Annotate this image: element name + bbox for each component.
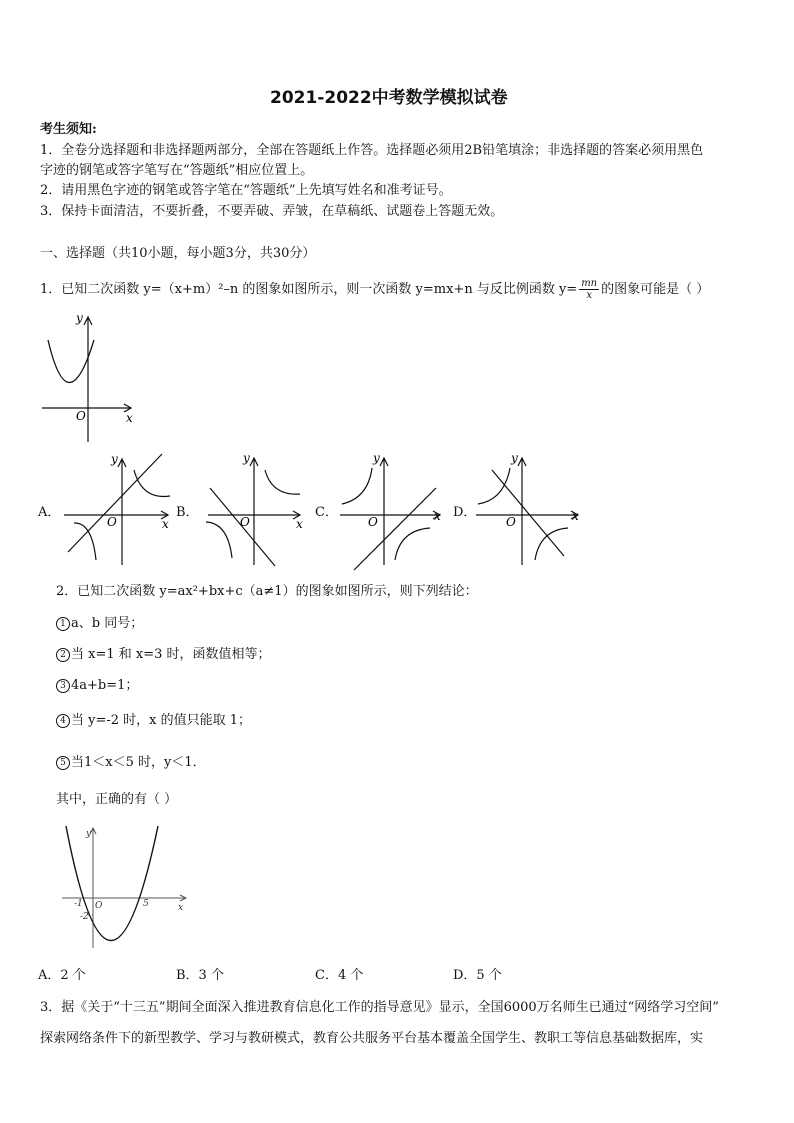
q2-c5-marker: 5 — [56, 756, 70, 770]
q1-option-a[interactable]: A． — [38, 505, 61, 520]
q2-stem: 2．已知二次函数 y=ax²+bx+c（a≠1）的图象如图所示，则下列结论： — [56, 584, 478, 599]
q2-option-a[interactable]: A．2 个 — [38, 968, 86, 983]
q2-tick-neg1: -1 — [74, 899, 83, 909]
q2-option-d[interactable]: D．5 个 — [453, 968, 502, 983]
q1-frac-den: x — [586, 290, 592, 301]
notice-line-1b: 字迹的钢笔或答字笔写在“答题纸”相应位置上。 — [40, 163, 314, 178]
q2-c3-marker: 3 — [56, 679, 70, 693]
page-title: 2021-2022中考数学模拟试卷 — [270, 88, 508, 108]
q1-option-c[interactable]: C． — [315, 505, 338, 520]
q1-text-before: 1．已知二次函数 y=（x+m）²–n 的图象如图所示，则一次函数 y=mx+n 与反比例函数 y= — [40, 282, 578, 297]
notice-line-1a: 1．全卷分选择题和非选择题两部分，全部在答题纸上作答。选择题必须用2B铅笔填涂；非选择题的答案必须用黑色 — [40, 143, 704, 158]
q2-option-b[interactable]: B．3 个 — [176, 968, 224, 983]
notice-line-3: 3．保持卡面清洁，不要折叠，不要弄破、弄皱，在草稿纸、试题卷上答题无效。 — [40, 204, 504, 219]
q2-c2-text: 当 x=1 和 x=3 时，函数值相等； — [71, 647, 271, 662]
option-a-o: O — [107, 515, 117, 529]
q1-main-x-label: x — [126, 411, 133, 425]
q2-c1-marker: 1 — [56, 617, 70, 631]
q1-main-origin: O — [76, 409, 86, 423]
q2-c5-text: 当1＜x＜5 时，y＜1． — [71, 755, 206, 770]
notice-heading: 考生须知: — [40, 122, 97, 137]
option-a-x: x — [162, 517, 169, 531]
notice-line-2: 2．请用黑色字迹的钢笔或答字笔在“答题纸”上先填写姓名和准考证号。 — [40, 183, 452, 198]
q1-option-d[interactable]: D． — [453, 505, 477, 520]
q2-parabola — [66, 826, 158, 941]
q2-origin: O — [95, 901, 103, 911]
q1-text-after: 的图象可能是（ ） — [601, 282, 710, 297]
section-heading: 一、选择题（共10小题，每小题3分，共30分） — [40, 246, 316, 261]
q3-line-1: 3．据《关于“十三五”期间全面深入推进教育信息化工作的指导意见》显示，全国6000万名师生已通过“网络学习空间” — [40, 1000, 719, 1015]
q2-question: 其中，正确的有（ ） — [56, 792, 178, 807]
option-c-y: y — [373, 451, 380, 465]
q1-frac-num: mn — [581, 278, 598, 289]
q2-c4-text: 当 y=-2 时，x 的值只能取 1； — [71, 713, 252, 728]
q2-tick-5: 5 — [143, 899, 149, 909]
option-d-o: O — [506, 515, 516, 529]
q2-tick-neg2: -2 — [80, 912, 89, 922]
q2-c4-marker: 4 — [56, 714, 70, 728]
option-c-x: x — [434, 509, 441, 523]
option-a-y: y — [111, 452, 118, 466]
option-b-o: O — [240, 515, 250, 529]
q2-x-label: x — [178, 903, 184, 913]
option-b-y: y — [243, 451, 250, 465]
q3-line-2: 探索网络条件下的新型教学、学习与教研模式，教育公共服务平台基本覆盖全国学生、教职工等信息基础数据库，实 — [40, 1031, 704, 1046]
option-c-o: O — [368, 515, 378, 529]
q2-c3-text: 4a+b=1； — [71, 678, 139, 693]
q1-main-y-label: y — [76, 311, 83, 325]
option-d-x: x — [572, 509, 579, 523]
option-b-x: x — [296, 517, 303, 531]
q2-y-label: y — [86, 829, 92, 839]
option-d-y: y — [511, 451, 518, 465]
q2-c1-text: a、b 同号； — [71, 616, 144, 631]
q2-c2-marker: 2 — [56, 648, 70, 662]
q1-option-b[interactable]: B． — [176, 505, 199, 520]
q2-option-c[interactable]: C．4 个 — [315, 968, 364, 983]
